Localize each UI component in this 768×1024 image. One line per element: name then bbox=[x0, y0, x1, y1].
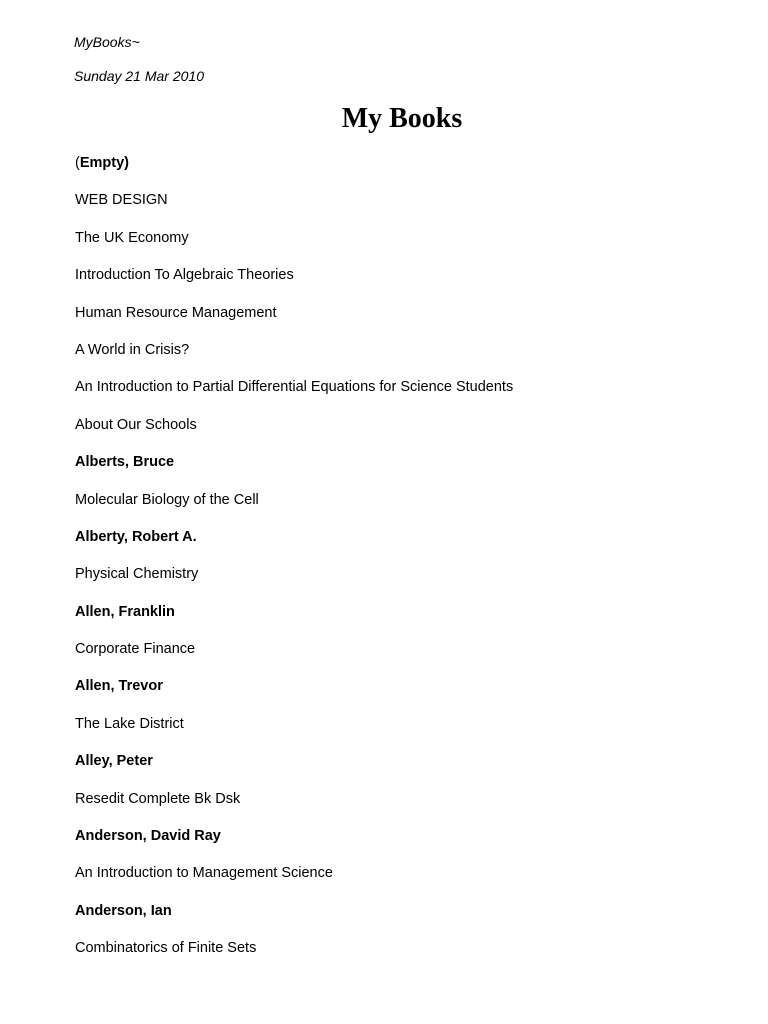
author-heading: Alberty, Robert A. bbox=[75, 528, 197, 545]
book-title: An Introduction to Partial Differential Equations for Science Students bbox=[75, 379, 514, 396]
header-app-name: MyBooks~ bbox=[74, 34, 140, 50]
book-list bbox=[75, 153, 735, 976]
book-title: Corporate Finance bbox=[75, 641, 196, 658]
author-heading: Alley, Peter bbox=[75, 753, 153, 770]
book-title: An Introduction to Management Science bbox=[75, 865, 333, 882]
author-heading: Anderson, David Ray bbox=[75, 828, 221, 845]
page-title: My Books bbox=[341, 103, 463, 134]
empty-label: Empty) bbox=[79, 155, 129, 171]
book-title: The Lake District bbox=[75, 715, 184, 732]
book-title: The UK Economy bbox=[75, 229, 189, 246]
book-title: Combinatorics of Finite Sets bbox=[75, 940, 257, 957]
author-heading-empty bbox=[75, 153, 735, 190]
book-title: About Our Schools bbox=[75, 416, 197, 433]
book-title: Human Resource Management bbox=[75, 304, 277, 321]
empty-open-paren: ( bbox=[75, 155, 80, 171]
book-title: Physical Chemistry bbox=[75, 566, 199, 583]
author-heading: Alberts, Bruce bbox=[75, 454, 175, 471]
book-title: Molecular Biology of the Cell bbox=[75, 491, 259, 508]
author-heading: Anderson, Ian bbox=[75, 902, 172, 919]
book-title: WEB DESIGN bbox=[75, 192, 168, 209]
header-date: Sunday 21 Mar 2010 bbox=[74, 68, 204, 84]
book-title: Resedit Complete Bk Dsk bbox=[75, 790, 241, 807]
book-title: A World in Crisis? bbox=[75, 341, 190, 358]
book-title: Introduction To Algebraic Theories bbox=[75, 267, 294, 284]
author-heading: Allen, Franklin bbox=[75, 603, 175, 620]
author-heading: Allen, Trevor bbox=[75, 678, 163, 695]
